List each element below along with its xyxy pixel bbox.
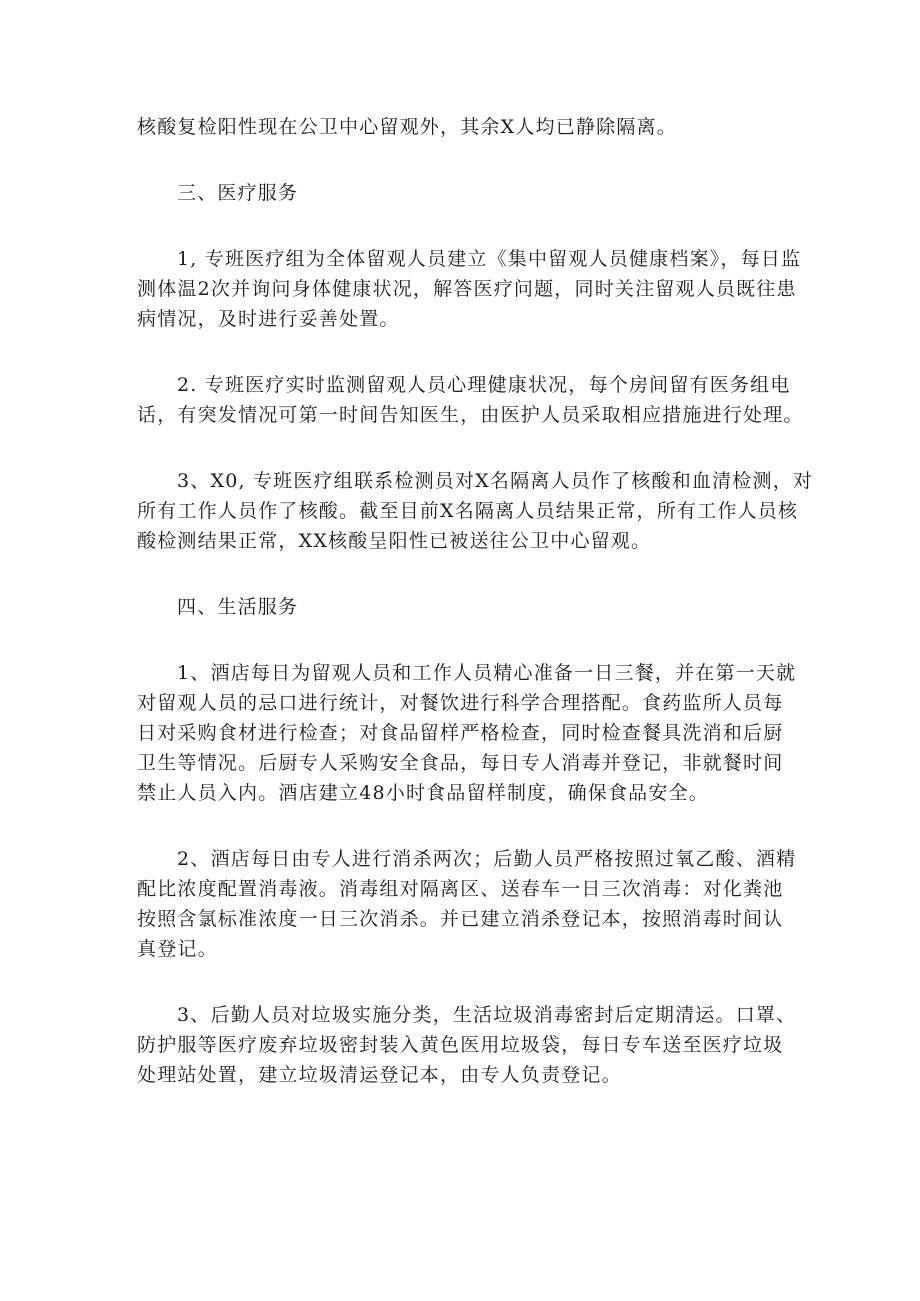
paragraph-line: 2. 专班医疗实时监测留观人员心理健康状况，每个房间留有医务组电 — [177, 374, 791, 396]
paragraph-line: 卫生等情况。后厨专人采购安全食品，每日专人消毒并登记，非就餐时间 — [137, 752, 784, 774]
paragraph-line: 测体温2次并询问身体健康状况，解答医疗问题，同时关注留观人员既往患 — [137, 278, 797, 300]
paragraph-line: 禁止人员入内。酒店建立48小时食品留样制度，确保食品安全。 — [137, 782, 709, 804]
paragraph-gap — [137, 208, 824, 244]
paragraph-line: 所有工作人员作了核酸。截至目前X名隔离人员结果正常，所有工作人员核 — [137, 500, 799, 522]
paragraph-line: 防护服等医疗废弃垃圾密封装入黄色医用垃圾袋，每日专车送至医疗垃圾 — [137, 1034, 784, 1056]
paragraph-gap — [137, 142, 824, 178]
paragraph-line: 核酸复检阳性现在公卫中心留观外，其余X人均已静除隔离。 — [137, 116, 677, 138]
section-heading-life: 四、生活服务 — [177, 596, 299, 618]
paragraph-line: 真登记。 — [137, 938, 218, 960]
paragraph-line: 酸检测结果正常，XX核酸呈阳性已被送往公卫中心留观。 — [137, 530, 652, 552]
paragraph-gap — [137, 334, 824, 370]
paragraph-gap — [137, 808, 824, 844]
paragraph-gap — [137, 556, 824, 592]
paragraph-line: 病情况，及时进行妥善处置。 — [137, 308, 400, 330]
paragraph-line: 2、酒店每日由专人进行消杀两次；后勤人员严格按照过氧乙酸、酒精 — [177, 848, 797, 870]
paragraph-gap — [137, 430, 824, 466]
paragraph-line: 3、后勤人员对垃圾实施分类，生活垃圾消毒密封后定期清运。口罩、 — [177, 1004, 797, 1026]
paragraph-line: 3、X0, 专班医疗组联系检测员对X名隔离人员作了核酸和血清检测，对 — [177, 470, 814, 492]
paragraph-line: 1, 专班医疗组为全体留观人员建立《集中留观人员健康档案》，每日监 — [177, 248, 802, 270]
section-heading-medical: 三、医疗服务 — [177, 182, 299, 204]
paragraph-line: 话，有突发情况可第一时间告知医生，由医护人员采取相应措施进行处理。 — [137, 404, 804, 426]
paragraph-line: 对留观人员的忌口进行统计，对餐饮进行科学合理搭配。食药监所人员每 — [137, 692, 784, 714]
paragraph-gap — [137, 964, 824, 1000]
paragraph-line: 按照含氯标准浓度一日三次消杀。并已建立消杀登记本，按照消毒时间认 — [137, 908, 784, 930]
paragraph-gap — [137, 622, 824, 658]
paragraph-line: 日对采购食材进行检查；对食品留样严格检查，同时检查餐具洗消和后厨 — [137, 722, 784, 744]
paragraph-line: 处理站处置，建立垃圾清运登记本，由专人负责登记。 — [137, 1064, 622, 1086]
paragraph-line: 1、酒店每日为留观人员和工作人员精心准备一日三餐，并在第一天就 — [177, 662, 797, 684]
paragraph-line: 配比浓度配置消毒液。消毒组对隔离区、送春车一日三次消毒：对化粪池 — [137, 878, 784, 900]
